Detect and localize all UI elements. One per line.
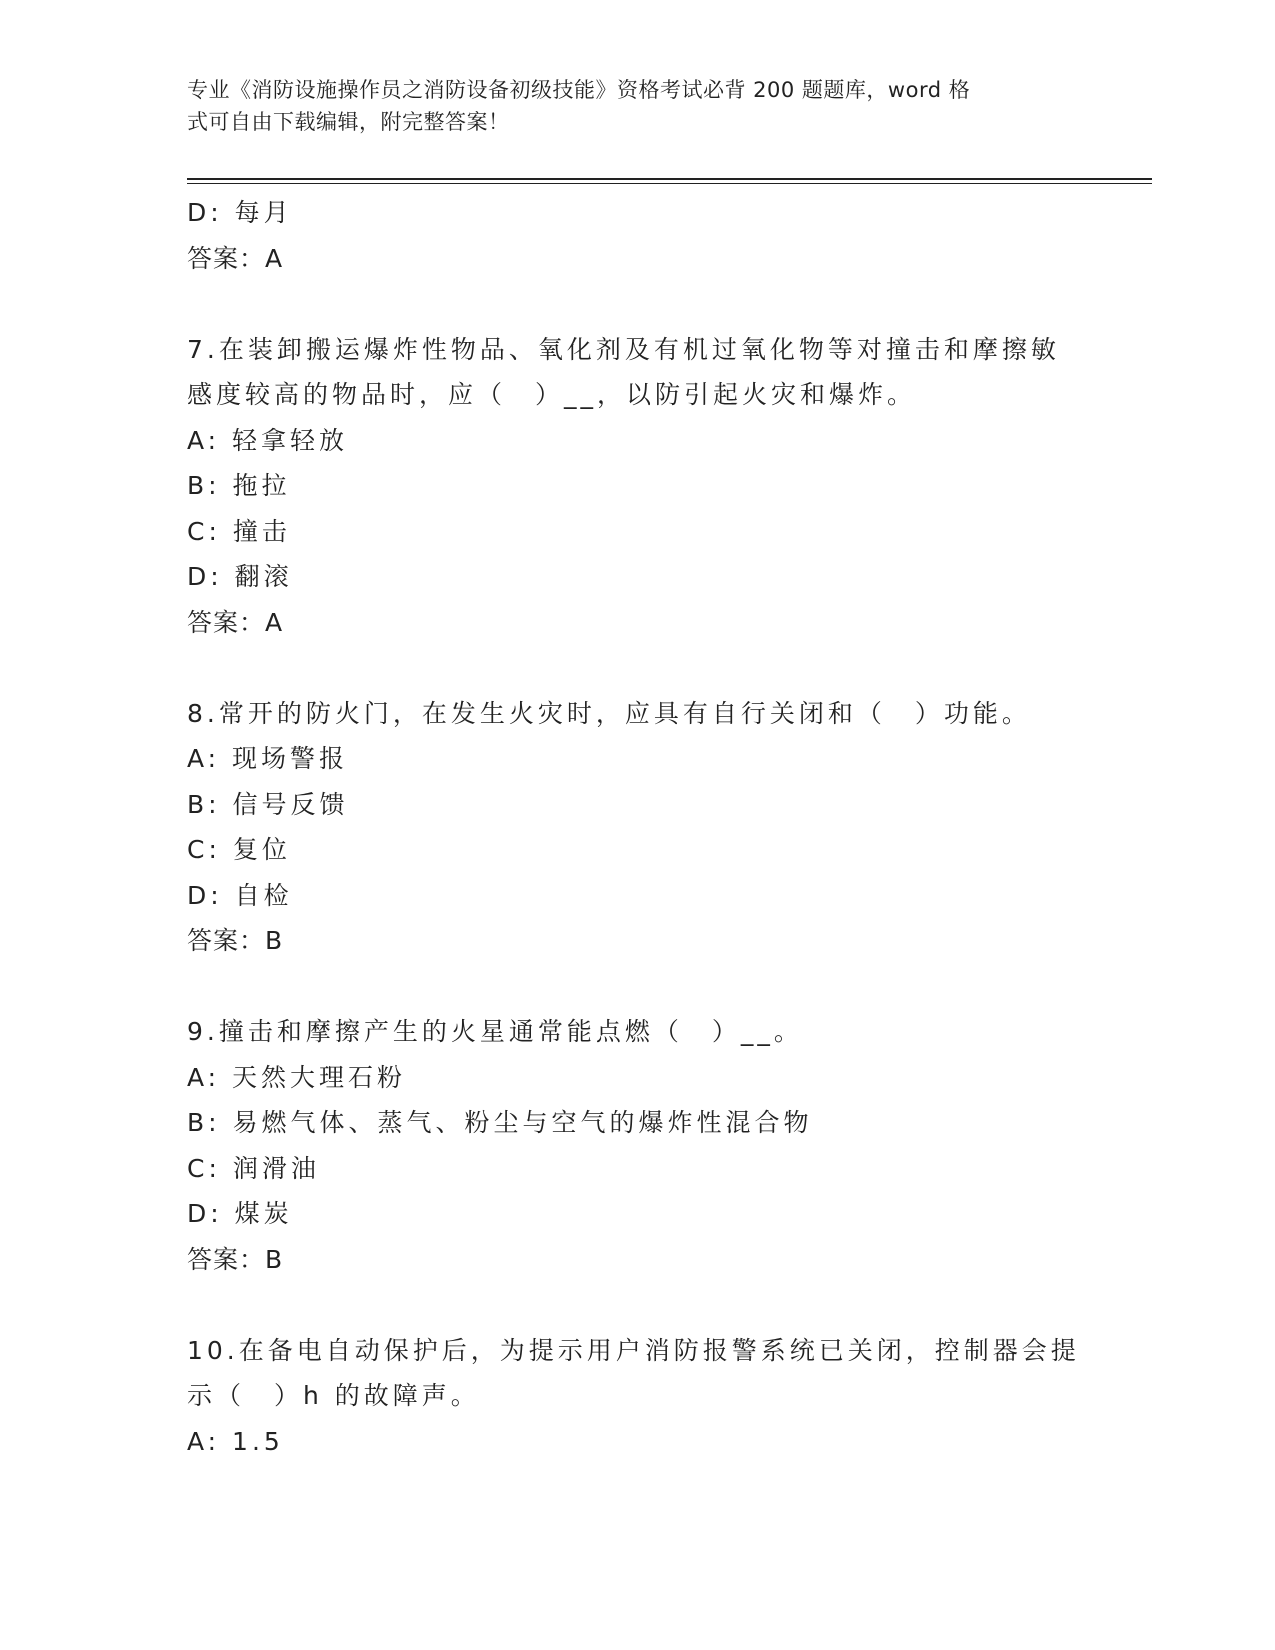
question-text-line-1: 7.在装卸搬运爆炸性物品、氧化剂及有机过氧化物等对撞击和摩擦敏: [187, 334, 1060, 364]
question-7: [187, 327, 1087, 646]
header-line-1: 专业《消防设施操作员之消防设备初级技能》资格考试必背 200 题题库，word 格: [187, 78, 971, 102]
question-text-line-1: 8.常开的防火门，在发生火灾时，应具有自行关闭和（ ）功能。: [187, 698, 1031, 728]
question-6-tail: [187, 190, 1087, 281]
spacer: [187, 964, 1087, 1010]
question-text-line-1: 10.在备电自动保护后，为提示用户消防报警系统已关闭，控制器会提: [187, 1335, 1080, 1365]
option-c: C: 撞击: [187, 516, 291, 546]
spacer: [187, 1282, 1087, 1328]
option-a: A: 1.5: [187, 1426, 284, 1456]
option-a: A: 天然大理石粉: [187, 1062, 407, 1092]
answer-line: 答案：B: [187, 926, 284, 955]
question-8: [187, 691, 1087, 964]
option-b: B: 易燃气体、蒸气、粉尘与空气的爆炸性混合物: [187, 1108, 813, 1137]
option-b: B: 信号反馈: [187, 789, 349, 819]
spacer: [187, 645, 1087, 691]
option-d: D: 每月: [187, 198, 293, 227]
answer-line: 答案：B: [187, 1244, 284, 1274]
question-text-line-1: 9.撞击和摩擦产生的火星通常能点燃（ ）__。: [187, 1017, 803, 1046]
header-line-2: 式可自由下载编辑，附完整答案！: [187, 110, 510, 134]
document-body: [187, 190, 1087, 1464]
spacer: [187, 281, 1087, 327]
header-rule-thick: [187, 178, 1152, 180]
option-d: D: 翻滚: [187, 562, 293, 591]
option-a: A: 轻拿轻放: [187, 425, 349, 455]
option-d: D: 煤炭: [187, 1199, 293, 1228]
question-9: [187, 1009, 1087, 1282]
question-10: [187, 1328, 1087, 1465]
option-a: A: 现场警报: [187, 744, 349, 773]
question-text-line-2: 感度较高的物品时，应（ ）__，以防引起火灾和爆炸。: [187, 380, 917, 409]
option-c: C: 复位: [187, 835, 291, 864]
answer-line: 答案：A: [187, 607, 284, 637]
option-d: D: 自检: [187, 880, 293, 910]
header-rule-thin: [187, 183, 1152, 184]
answer-line: 答案：A: [187, 243, 284, 273]
document-header: [187, 74, 1087, 138]
option-b: B: 拖拉: [187, 471, 291, 500]
option-c: C: 润滑油: [187, 1153, 320, 1183]
question-text-line-2: 示（ ）h 的故障声。: [187, 1381, 480, 1410]
